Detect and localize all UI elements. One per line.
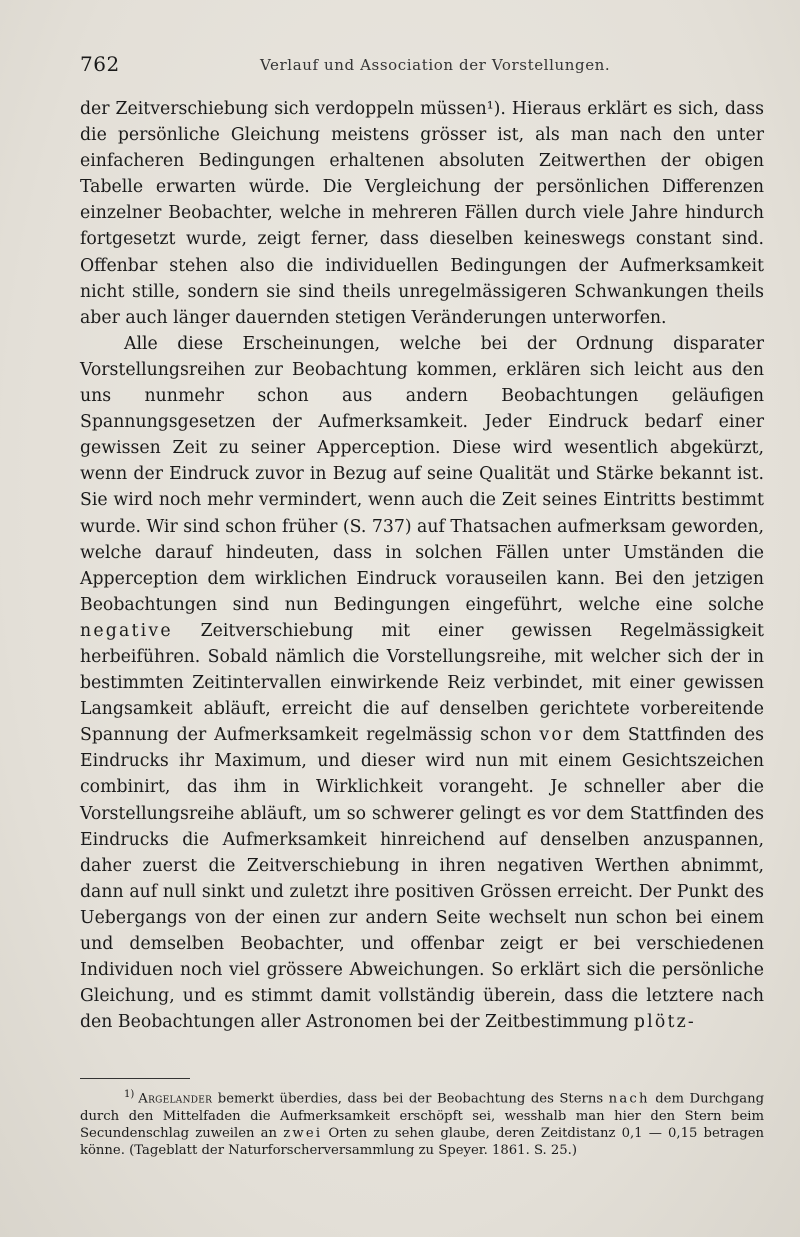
- footnote-marker: 1): [124, 1089, 135, 1100]
- paragraph-2-text-b: Zeitverschiebung mit einer gewissen Regelmässigkeit herbeiführen. Sobald nämlich die Vorstellungsreihe, mit welcher sich der in bestimmten Zeitintervallen einwirkende Reiz verbindet, mit einer gewissen Langsamkeit abläuft, erreicht die auf denselben gerichtete vorbereitende Spannung der Aufmerksamkeit regelmässig schon: [80, 620, 764, 746]
- footnote: [80, 1086, 764, 1160]
- emphasis-vor: vor: [539, 725, 575, 746]
- footnote-rule: [80, 1078, 190, 1079]
- emphasis-ploetz: plötz-: [633, 1012, 696, 1033]
- footnote-emphasis-nach: nach: [608, 1091, 650, 1107]
- paragraph-2: [80, 331, 764, 1036]
- page-header: [80, 52, 760, 82]
- paragraph-2-text-a: Alle diese Erscheinungen, welche bei der Ordnung disparater Vorstellungsreihen zur Beobachtung kommen, erklären sich leicht aus den uns nunmehr schon aus andern Beobachtungen geläufigen Spannungsgesetzen der Aufmerksamkeit. Jeder Eindruck bedarf einer gewissen Zeit zu seiner Apperception. Diese wird wesentlich abgekürzt, wenn der Eindruck zuvor in Bezug auf seine Qualität und Stärke bekannt ist. Sie wird noch mehr vermindert, wenn auch die Zeit seines Eintritts bestimmt wurde. Wir sind schon früher (S. 737) auf Thatsachen aufmerksam geworden, welche darauf hindeuten, dass in solchen Fällen unter Umständen die Apperception dem wirklichen Eindruck vorauseilen kann. Bei den jetzigen Beobachtungen sind nun Bedingungen eingeführt, welche eine solche: [80, 333, 764, 615]
- footnote-author: Argelander: [138, 1091, 213, 1107]
- emphasis-negative: negative: [80, 620, 173, 641]
- page-number: 762: [80, 52, 120, 76]
- footnote-text-c: Orten zu sehen glaube, deren Zeitdistanz 0,1 — 0,15 betragen könne. (Tageblatt der Naturforscherversammlung zu Speyer. 1861. S. 25.): [80, 1125, 764, 1159]
- footnote-text-a: bemerkt überdies, dass bei der Beobachtung des Sterns: [212, 1091, 609, 1107]
- footnote-text-b: dem Durchgang durch den Mittelfaden die Aufmerksamkeit erschöpft sei, wesshalb man hier den Stern beim Secundenschlag zuweilen an: [80, 1091, 765, 1141]
- body-text: [80, 96, 764, 1035]
- paragraph-1: der Zeitverschiebung sich verdoppeln müssen¹). Hieraus erklärt es sich, dass die persönliche Gleichung meistens grösser ist, als man nach den unter einfacheren Bedingungen erhaltenen absoluten Zeitwerthen der obigen Tabelle erwarten würde. Die Vergleichung der persönlichen Differenzen einzelner Beobachter, welche in mehreren Fällen durch viele Jahre hindurch fortgesetzt wurde, zeigt ferner, dass dieselben keineswegs constant sind. Offenbar stehen also die individuellen Bedingungen der Aufmerksamkeit nicht stille, sondern sie sind theils unregelmässigeren Schwankungen theils aber auch länger dauernden stetigen Veränderungen unterworfen.: [80, 99, 764, 328]
- footnote-emphasis-zwei: zwei: [283, 1125, 323, 1141]
- running-title: Verlauf und Association der Vorstellungen.: [260, 56, 611, 74]
- paragraph-2-text-c: dem Stattfinden des Eindrucks ihr Maximum, und dieser wird nun mit einem Gesichtszeichen combinirt, das ihm in Wirklichkeit vorangeht. Je schneller aber die Vorstellungsreihe abläuft, um so schwerer gelingt es vor dem Stattfinden des Eindrucks die Aufmerksamkeit hinreichend auf denselben anzuspannen, daher zuerst die Zeitverschiebung in ihren negativen Werthen abnimmt, dann auf null sinkt und zuletzt ihre positiven Grössen erreicht. Der Punkt des Uebergangs von der einen zur andern Seite wechselt nun schon bei einem und demselben Beobachter, und offenbar zeigt er bei verschiedenen Individuen noch viel grössere Abweichungen. So erklärt sich die persönliche Gleichung, und es stimmt damit vollständig überein, dass die letztere nach den Beobachtungen aller Astronomen bei der Zeitbestimmung: [80, 725, 764, 1033]
